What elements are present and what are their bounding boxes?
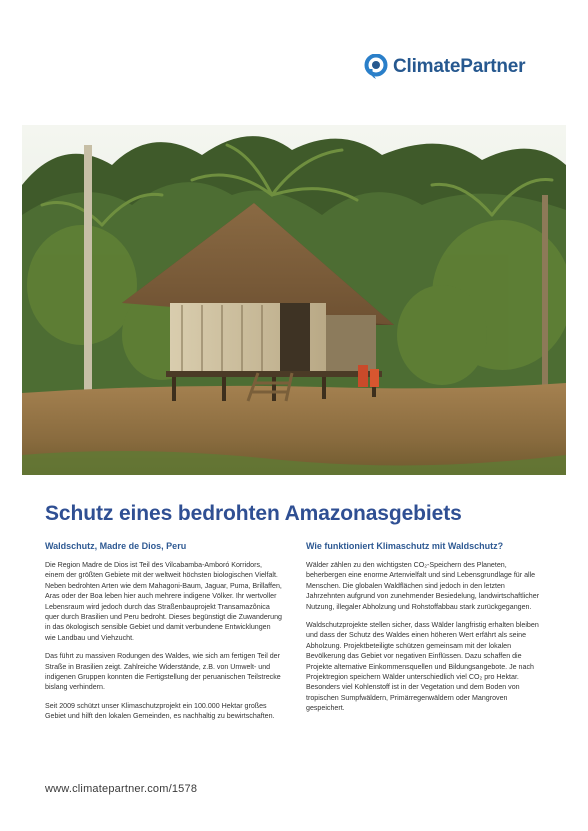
right-paragraph-2: Waldschutzprojekte stellen sicher, dass Wälder langfristig erhalten bleiben und dass der Schutz des Waldes einen höheren Wert erfährt als seine Abholzung. Projektbeteiligte schützen gemeinsam mit der lokalen Bevölkerung das Gebiet vor negativen Einflüssen. Dazu schaffen die Projekte alternative Einkommensquellen und Bildungsangebote. Je nach Projektregion speichern Wälder unterschiedlich viel CO₂ pro Hektar. Besonders viel Kohlenstoff ist in der Vegetation und dem Boden von tropischen Sumpfwäldern, Primärregenwäldern oder Mangroven gespeichert. — [306, 621, 539, 713]
left-column — [45, 541, 283, 730]
right-column-heading: Wie funktioniert Klimaschutz mit Waldschutz? — [306, 541, 504, 551]
location-pin-icon — [364, 54, 388, 80]
footer-url[interactable]: www.climatepartner.com/1578 — [45, 783, 198, 795]
left-paragraph-3: Seit 2009 schützt unser Klimaschutzprojekt ein 100.000 Hektar großes Gebiet und hilft den lokalen Gemeinden, es nachhaltig zu bewirtschaften. — [45, 701, 275, 721]
brand-name: ClimatePartner — [393, 56, 526, 77]
right-paragraph-1: Wälder zählen zu den wichtigsten CO₂-Speichern des Planeten, beherbergen eine enorme Artenvielfalt und sind Lebensgrundlage für alle Menschen. Die globalen Waldflächen sind jedoch in den letzten Jahrzehnten aufgrund von zunehmender Besiedelung, landwirtschaftlicher Nutzung, illegaler Abholzung und Rohstoffabbau stark zurückgegangen. — [306, 561, 540, 611]
right-column — [306, 541, 544, 722]
article-title: Schutz eines bedrohten Amazonasgebiets — [45, 502, 462, 525]
left-column-heading: Waldschutz, Madre de Dios, Peru — [45, 541, 187, 551]
left-paragraph-1: Die Region Madre de Dios ist Teil des Vilcabamba-Amboró Korridors, einem der größten Gebiete mit der weltweit höchsten biologischen Vielfalt. Neben bedrohten Arten wie dem Mahagoni-Baum, Jaguar, Puma, Brillaffen, Aras oder der Boa leben hier auch mehrere indigene Völker. Ihr wertvoller Lebensraum wird jedoch durch das Straßenbauprojekt Transamazônica quer durch Brasilien und Peru bedroht. Dieses begünstigt die Zuwanderung in das ökologisch sensible Gebiet und damit verbundene Entwicklungen wie Landbau und Viehzucht. — [45, 561, 282, 642]
brand-logo — [364, 54, 525, 80]
left-paragraph-2: Das führt zu massiven Rodungen des Waldes, wie sich am fertigen Teil der Straße in Brasilien zeigt. Zahlreiche Widerstände, z.B. von Umwelt- und indigenen Gruppen konnten die Fertigstellung der peruanischen Teilstrecke bislang verhindern. — [45, 652, 281, 692]
hero-photo — [22, 125, 566, 475]
